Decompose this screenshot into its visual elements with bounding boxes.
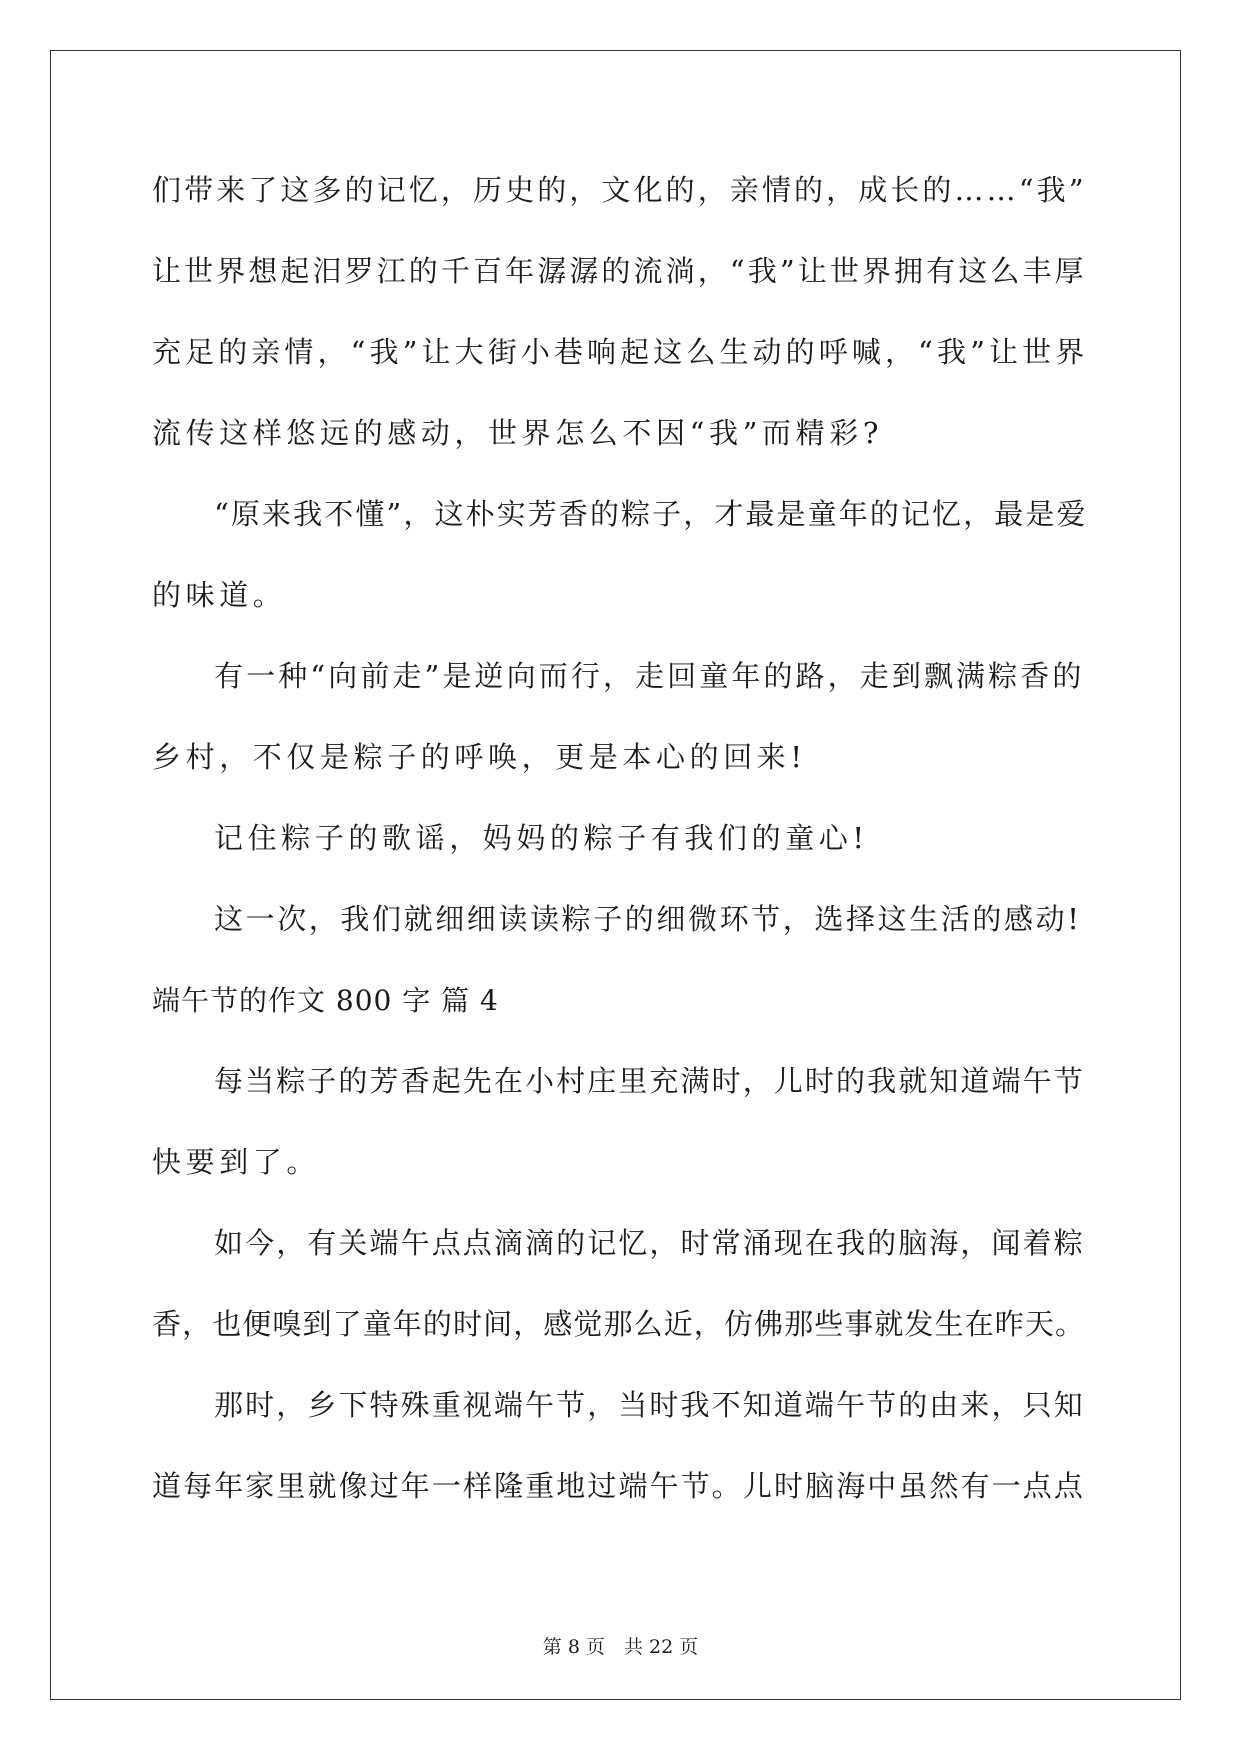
text-line: 记住粽子的歌谣，妈妈的粽子有我们的童心! [214, 821, 869, 855]
text-line: 那时，乡下特殊重视端午节，当时我不知道端午节的由来，只知 [214, 1388, 1085, 1422]
text-line: 快要到了。 [152, 1145, 321, 1179]
text-line: 如今，有关端午点点滴滴的记忆，时常涌现在我的脑海，闻着粽 [214, 1226, 1085, 1260]
text-line: 有一种“向前走”是逆向而行，走回童年的路，走到飘满粽香的 [214, 659, 1085, 693]
section-heading: 端午节的作文 800 字 篇 4 [152, 984, 499, 1017]
text-line: 流传这样悠远的感动，世界怎么不因“我”而精彩? [152, 416, 883, 450]
text-line: 道每年家里就像过年一样隆重地过端午节。儿时脑海中虽然有一点点 [152, 1469, 1086, 1503]
text-line: 这一次，我们就细细读读粽子的细微环节，选择这生活的感动! [214, 902, 1082, 936]
text-line: 香，也便嗅到了童年的时间，感觉那么近，仿佛那些事就发生在昨天。 [152, 1307, 1086, 1341]
page-footer: 第 8 页 共 22 页 [542, 1636, 699, 1658]
text-line: 每当粽子的芳香起先在小村庄里充满时，儿时的我就知道端午节 [214, 1064, 1085, 1098]
text-line: 充足的亲情，“我”让大街小巷响起这么生动的呼喊，“我”让世界 [152, 335, 1089, 369]
text-line: 的味道。 [152, 578, 287, 612]
text-line: 让世界想起汨罗江的千百年潺潺的流淌，“我”让世界拥有这么丰厚 [152, 254, 1087, 288]
text-line: 乡村，不仅是粽子的呼唤，更是本心的回来! [152, 740, 807, 774]
text-line: “原来我不懂”，这朴实芳香的粽子，才最是童年的记忆，最是爱 [214, 497, 1088, 531]
document-body [152, 150, 1092, 1527]
text-line: 们带来了这多的记忆，历史的，文化的，亲情的，成长的……“我” [152, 173, 1087, 207]
